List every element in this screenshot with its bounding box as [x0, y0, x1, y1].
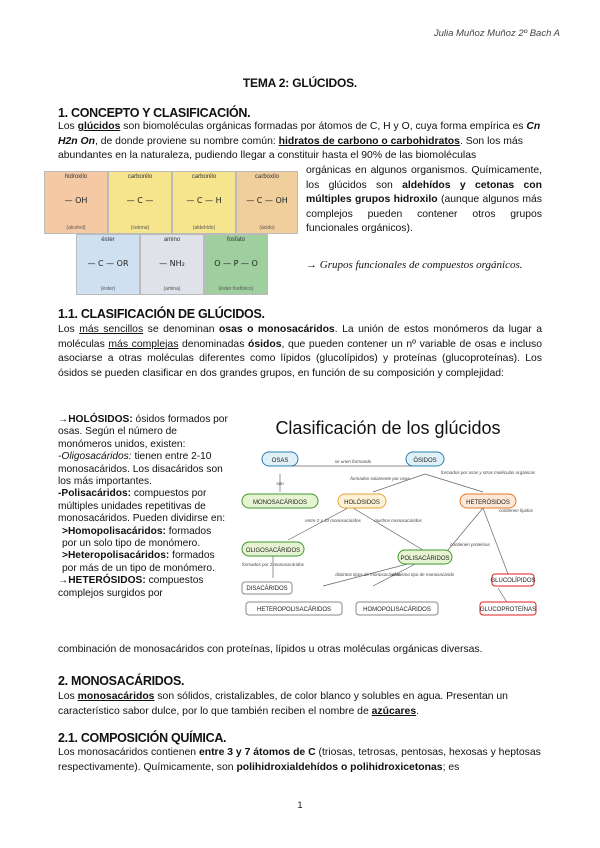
node-heterosidos: HETERÓSIDOS	[466, 500, 510, 506]
group-card: carboxilo — C — OH (ácido)	[236, 171, 298, 234]
node-monosacaridos: MONOSACÁRIDOS	[252, 500, 308, 506]
group-card: fosfato O — P — O (éster fosfórico)	[204, 234, 268, 295]
link-label: contienen proteínas	[450, 542, 490, 547]
node-oligosacaridos: OLIGOSACÁRIDOS	[245, 548, 301, 554]
polisacaridos-text: -Polisacáridos: compuestos por múltiples unidades repetitivas de monosacáridos. Pueden dividirse en:	[58, 488, 226, 525]
figure-caption: → Grupos funcionales de compuestos orgánicos.	[306, 259, 523, 271]
group-card: carbonilo — C — (cetona)	[108, 171, 172, 234]
page-number: 1	[297, 800, 303, 810]
link-label: formados por osas y otras moléculas orgánicas	[440, 470, 536, 475]
heading-composicion: 2.1. COMPOSICIÓN QUÍMICA.	[58, 731, 227, 745]
node-disacaridos: DISACÁRIDOS	[246, 586, 288, 592]
page-title: TEMA 2: GLÚCIDOS.	[242, 76, 358, 90]
node-osas: OSAS	[271, 458, 289, 464]
link-label: se unen formando	[334, 459, 372, 464]
link-label: el mismo tipo de monosacárido	[391, 572, 455, 577]
paragraph-monosacaridos: Los monosacáridos son sólidos, cristalizables, de color blanco y solubles en agua. Presentan un característico sabor dulce, por lo que también reciben el nombre de azúcares.	[58, 691, 508, 717]
header-author: Julia Muñoz Muñoz 2º Bach A	[433, 28, 560, 39]
heading-clasificacion: 1.1. CLASIFICACIÓN DE GLÚCIDOS.	[58, 307, 265, 321]
node-holosidos: HOLÓSIDOS	[344, 500, 380, 506]
link-label: entre 2 y 10 monosacáridos	[305, 518, 361, 523]
paragraph-clasificacion: Los más sencillos se denominan osas o monosacáridos. La unión de estos monómeros da lugar a moléculas más complejas denominadas ósidos, que pueden contener un nº variable de osas e incluso asociarse a otras moléculas diferentes como lípidos (glucolípidos) y proteínas (glucoproteínas). Los ósidos se pueden clasificar en dos grandes grupos, en función de su composición y complejidad:	[58, 324, 542, 379]
heterosidos-continuation: combinación de monosacáridos con proteínas, lípidos u otras moléculas orgánicas diversas.	[58, 644, 483, 655]
group-card: carbonilo — C — H (aldehído)	[172, 171, 236, 234]
node-glucoproteinas: GLUCOPROTEÍNAS	[479, 607, 537, 613]
diagram-title: Clasificación de los glúcidos	[275, 418, 501, 438]
paragraph-concepto: Los glúcidos son biomoléculas orgánicas formadas por átomos de C, H y O, cuya forma empírica es Cn H2n On, de donde proviene su nombre común: hidratos de carbono o carbohidratos. Son los más abundantes en la naturaleza, pudiendo llegar a constituir hasta el 90% de las biomoléculas	[58, 121, 541, 162]
node-heteropolisacaridos: HETEROPOLISACÁRIDOS	[256, 607, 332, 613]
homopolisacaridos-text: >Homopolisacáridos: formados por un solo tipo de monómero.	[62, 525, 212, 550]
link-label: son	[276, 481, 284, 486]
link-label: muchos monosacáridos	[374, 518, 422, 523]
node-polisacaridos: POLISACÁRIDOS	[400, 556, 450, 562]
link-label: contienen lípidos	[499, 508, 533, 513]
holosidos-column	[58, 414, 228, 600]
group-card: amino — NH₂ (amina)	[140, 234, 204, 295]
paragraph-composicion: Los monosacáridos contienen entre 3 y 7 átomos de C (triosas, tetrosas, pentosas, hexosas y heptosas respectivamente). Químicamente, son polihidroxialdehídos o polihidroxicetonas; es	[58, 747, 541, 773]
node-homopolisacaridos: HOMOPOLISACÁRIDOS	[363, 607, 431, 613]
link-label: formados por 2 monosacáridos	[241, 562, 305, 567]
heading-monosacaridos: 2. MONOSACÁRIDOS.	[58, 674, 185, 688]
node-glucolipidos: GLUCOLÍPIDOS	[490, 578, 536, 584]
heteropolisacaridos-text: >Heteropolisacáridos: formados por más de un tipo de monómero.	[62, 550, 215, 574]
oligosacaridos-text: -Oligosacáridos: tienen entre 2-10 monosacáridos. Los disacáridos son los más importantes.	[58, 451, 223, 488]
paragraph-quimica: orgánicas en algunos organismos. Químicamente, los glúcidos son aldehídos y cetonas con múltiples grupos hidroxilo (aunque algunos más complejos pueden contener otros grupos funcionales orgánicos).	[306, 165, 543, 235]
group-card: éster — C — OR (éster)	[76, 234, 140, 295]
link-label: formados solamente por osas	[350, 476, 410, 481]
classification-diagram	[238, 408, 538, 628]
heterosidos-text: →HETERÓSIDOS: compuestos complejos surgidos por	[58, 575, 204, 599]
holosidos-text: →HOLÓSIDOS: ósidos formados por osas. Según el número de monómeros unidos, existen:	[58, 414, 228, 450]
heading-concepto: 1. CONCEPTO Y CLASIFICACIÓN.	[58, 106, 251, 120]
node-osidos: ÓSIDOS	[413, 458, 437, 464]
group-card: hidroxilo — OH (alcohol)	[44, 171, 108, 234]
link-label: distintos tipos de monosacáridos	[335, 572, 401, 577]
